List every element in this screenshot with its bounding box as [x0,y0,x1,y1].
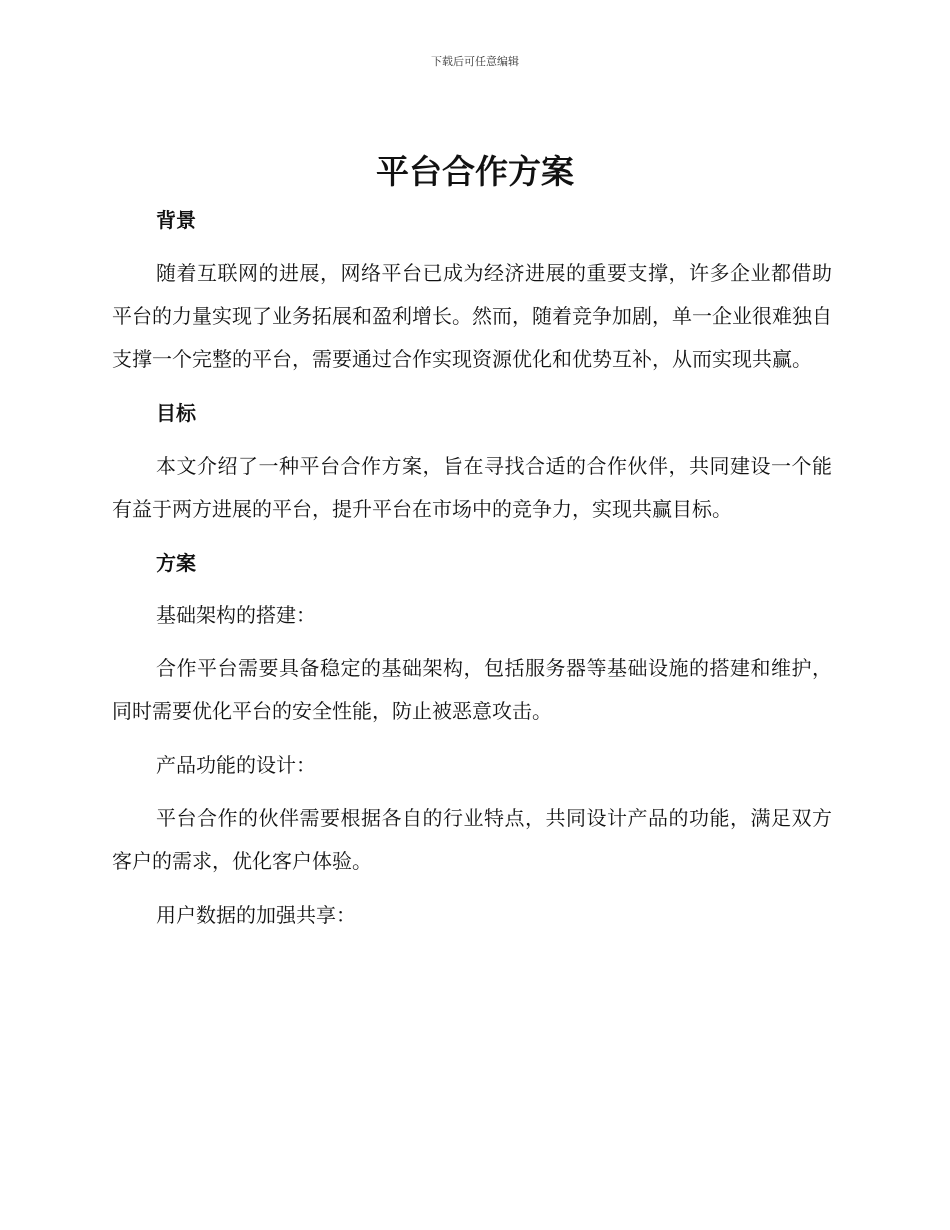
section-heading-background: 背景 [156,208,196,232]
section-heading-plan: 方案 [156,551,196,575]
paragraph-background: 随着互联网的进展，网络平台已成为经济进展的重要支撑，许多企业都借助平台的力量实现了业务拓展和盈利增长。然而，随着竞争加剧，单一企业很难独自支撑一个完整的平台，需要通过合作实现资源优化和优势互补，从而实现共赢。 [112,261,832,371]
document-body [112,200,832,935]
document-title: 平台合作方案 [376,152,574,191]
section-background [112,200,832,393]
plan-item-label-product-design: 产品功能的设计： [156,753,316,777]
plan-item-paragraph-product-design: 平台合作的伙伴需要根据各自的行业特点，共同设计产品的功能，满足双方客户的需求，优化客户体验。 [112,806,832,873]
section-plan [112,543,832,935]
paragraph-goal: 本文介绍了一种平台合作方案，旨在寻找合适的合作伙伴，共同建设一个能有益于两方进展的平台，提升平台在市场中的竞争力，实现共赢目标。 [112,454,832,521]
section-heading-goal: 目标 [156,401,196,425]
section-goal [112,393,832,543]
plan-item-label-user-data: 用户数据的加强共享： [156,903,356,927]
plan-item-label-infrastructure: 基础架构的搭建： [156,603,316,627]
plan-item-paragraph-infrastructure: 合作平台需要具备稳定的基础架构，包括服务器等基础设施的搭建和维护，同时需要优化平台的安全性能，防止被恶意攻击。 [112,656,832,723]
running-header: 下载后可任意编辑 [431,55,519,68]
